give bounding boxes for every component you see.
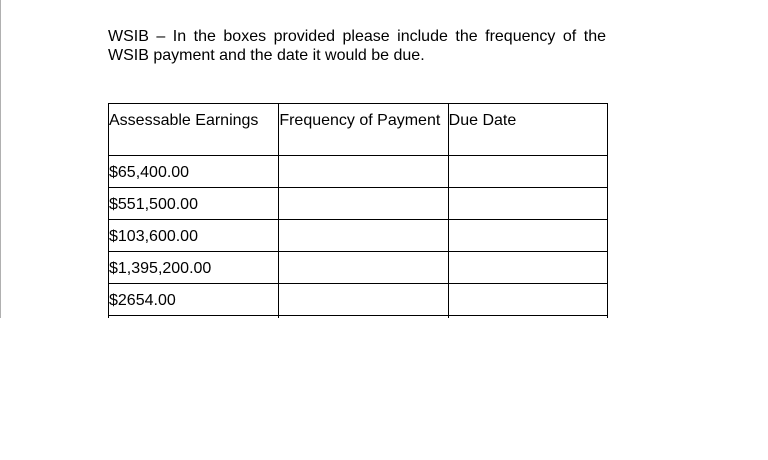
earnings-cell: $2654.00: [109, 284, 279, 316]
page-margin-line: [0, 0, 1, 318]
due-date-cell: [448, 316, 607, 319]
table-row: [109, 156, 608, 188]
table-row: [109, 252, 608, 284]
frequency-cell: [279, 316, 448, 319]
earnings-cell: $1,395,200.00: [109, 252, 279, 284]
wsib-table-container: [108, 103, 608, 318]
header-frequency-of-payment: Frequency of Payment: [279, 104, 448, 156]
earnings-cell: $103,600.00: [109, 220, 279, 252]
due-date-cell[interactable]: [448, 188, 607, 220]
frequency-cell[interactable]: [279, 252, 448, 284]
frequency-cell[interactable]: [279, 220, 448, 252]
table-row: [109, 188, 608, 220]
due-date-cell[interactable]: [448, 284, 607, 316]
earnings-cell: $65,400.00: [109, 156, 279, 188]
table-header-row: [109, 104, 608, 156]
frequency-cell[interactable]: [279, 284, 448, 316]
table-row: [109, 220, 608, 252]
earnings-cell: $551,500.00: [109, 188, 279, 220]
frequency-cell[interactable]: [279, 156, 448, 188]
due-date-cell[interactable]: [448, 156, 607, 188]
table-row: [109, 284, 608, 316]
instructions-paragraph: WSIB – In the boxes provided please include the frequency of the WSIB payment and the date it would be due.: [108, 28, 606, 64]
wsib-table: [108, 103, 608, 318]
header-assessable-earnings: Assessable Earnings: [109, 104, 279, 156]
header-due-date: Due Date: [448, 104, 607, 156]
due-date-cell[interactable]: [448, 220, 607, 252]
earnings-cell: [109, 316, 279, 319]
due-date-cell[interactable]: [448, 252, 607, 284]
frequency-cell[interactable]: [279, 188, 448, 220]
table-row-cut-off: [109, 316, 608, 319]
